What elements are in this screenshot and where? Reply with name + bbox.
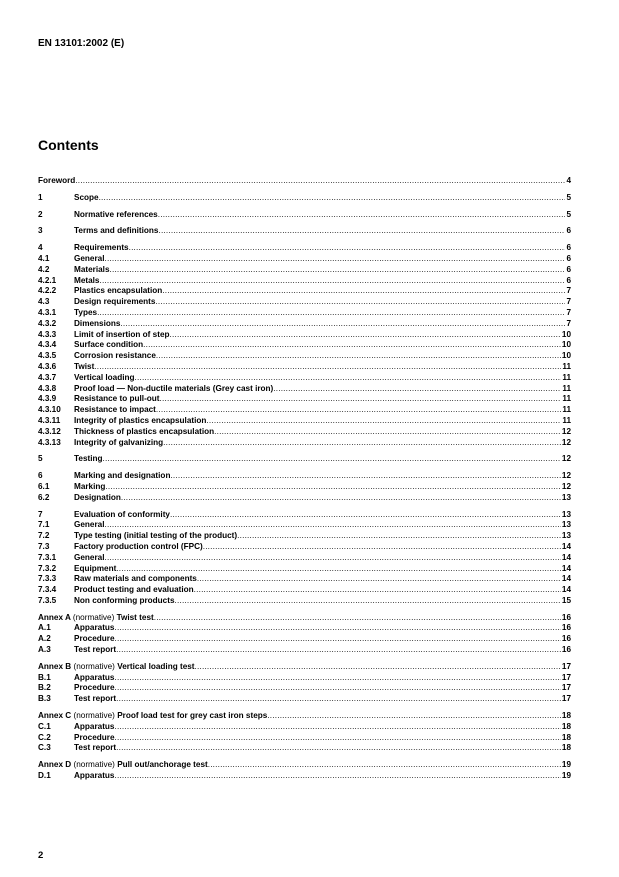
toc-entry-title: Apparatus bbox=[74, 672, 115, 682]
toc-entry-title: Apparatus bbox=[74, 623, 115, 633]
dot-leader bbox=[170, 510, 561, 521]
toc-entry-number: 4.2.2 bbox=[38, 286, 57, 296]
page-number: 2 bbox=[38, 850, 44, 861]
toc-entry-page: 17 bbox=[561, 661, 571, 671]
toc-entry[interactable] bbox=[38, 308, 571, 319]
toc-entry-title: Twist bbox=[74, 361, 95, 371]
dot-leader bbox=[116, 645, 561, 656]
toc-entry-title: Evaluation of conformity bbox=[74, 509, 170, 519]
toc-entry[interactable] bbox=[38, 276, 571, 287]
toc-entry-number: 2 bbox=[38, 209, 43, 219]
toc-entry-title: Test report bbox=[74, 645, 117, 655]
toc-entry-page: 14 bbox=[561, 541, 571, 551]
toc-entry[interactable] bbox=[38, 520, 571, 531]
toc-entry[interactable] bbox=[38, 297, 571, 308]
toc-entry-title: Dimensions bbox=[74, 318, 121, 328]
toc-entry[interactable] bbox=[38, 493, 571, 504]
toc-entry-number: 4.3.11 bbox=[38, 415, 61, 425]
dot-leader bbox=[160, 394, 562, 405]
annex-label: Annex D bbox=[38, 760, 72, 770]
dot-leader bbox=[214, 427, 561, 438]
toc-entry-title: Vertical loading bbox=[74, 372, 135, 382]
toc-entry-page: 10 bbox=[561, 329, 571, 339]
toc-entry-page: 4 bbox=[566, 176, 571, 185]
toc-entry-title: Scope bbox=[74, 192, 99, 202]
toc-entry-title bbox=[38, 613, 154, 624]
toc-entry-title: Integrity of galvanizing bbox=[74, 437, 164, 447]
toc-entry-title: Procedure bbox=[74, 683, 115, 693]
toc-entry-number: 1 bbox=[38, 192, 43, 202]
dot-leader bbox=[273, 384, 561, 395]
toc-entry-title: Terms and definitions bbox=[74, 226, 159, 236]
toc-entry[interactable] bbox=[38, 286, 571, 297]
toc-entry-page: 15 bbox=[561, 595, 571, 605]
dot-leader bbox=[99, 193, 566, 204]
toc-entry-page: 7 bbox=[566, 318, 571, 328]
dot-leader bbox=[203, 542, 561, 553]
toc-entry-title: Test report bbox=[74, 694, 117, 704]
toc-entry-number: 4.3.10 bbox=[38, 405, 61, 415]
annex-title: Twist test bbox=[116, 612, 154, 622]
dot-leader bbox=[129, 243, 566, 254]
dot-leader bbox=[116, 743, 561, 754]
toc-entry[interactable] bbox=[38, 193, 571, 204]
toc-entry-title: Corrosion resistance bbox=[74, 351, 156, 361]
dot-leader bbox=[115, 722, 561, 733]
toc-entry[interactable] bbox=[38, 585, 571, 596]
toc-entry-number: C.2 bbox=[38, 732, 51, 742]
toc-entry[interactable] bbox=[38, 405, 571, 416]
dot-leader bbox=[170, 330, 561, 341]
toc-entry-number: 4.3.3 bbox=[38, 329, 57, 339]
toc-entry-number: 4.2.1 bbox=[38, 275, 57, 285]
dot-leader bbox=[155, 297, 565, 308]
toc-entry-title: Normative references bbox=[74, 209, 158, 219]
dot-leader bbox=[99, 276, 565, 287]
toc-entry[interactable] bbox=[38, 210, 571, 221]
toc-entry[interactable] bbox=[38, 596, 571, 607]
dot-leader bbox=[170, 471, 560, 482]
toc-entry[interactable] bbox=[38, 683, 571, 694]
toc-entry-page: 10 bbox=[561, 351, 571, 361]
toc-entry-title: Factory production control (FPC) bbox=[74, 541, 203, 551]
toc-entry-page: 12 bbox=[561, 454, 571, 464]
dot-leader bbox=[115, 634, 561, 645]
toc-entry-title: Thickness of plastics encapsulation bbox=[74, 426, 215, 436]
toc-entry[interactable] bbox=[38, 176, 571, 187]
annex-label: Annex A bbox=[38, 612, 71, 622]
toc-entry-number: 6 bbox=[38, 471, 43, 481]
toc-entry-page: 11 bbox=[562, 383, 571, 393]
toc-entry[interactable] bbox=[38, 613, 571, 624]
toc-entry[interactable] bbox=[38, 722, 571, 733]
toc-entry[interactable] bbox=[38, 760, 571, 771]
toc-entry-page: 14 bbox=[561, 574, 571, 584]
annex-label: Annex B bbox=[38, 661, 72, 671]
toc-entry-page: 5 bbox=[566, 192, 571, 202]
toc-entry-title: Metals bbox=[74, 275, 100, 285]
toc-entry[interactable] bbox=[38, 623, 571, 634]
toc-entry-title: Test report bbox=[74, 743, 117, 753]
toc-entry-number: 4.3.7 bbox=[38, 372, 57, 382]
toc-entry-page: 17 bbox=[561, 683, 571, 693]
dot-leader bbox=[75, 176, 565, 187]
toc-entry-number: 5 bbox=[38, 454, 43, 464]
toc-entry-title: Requirements bbox=[74, 243, 129, 253]
toc-entry-number: B.1 bbox=[38, 672, 51, 682]
toc-entry-number: 4.3.8 bbox=[38, 383, 57, 393]
dot-leader bbox=[103, 454, 561, 465]
toc-entry-page: 12 bbox=[561, 437, 571, 447]
toc-entry[interactable] bbox=[38, 531, 571, 542]
toc-entry-number: 7 bbox=[38, 509, 43, 519]
toc-entry-page: 14 bbox=[561, 552, 571, 562]
toc-entry-number: 4.3 bbox=[38, 297, 50, 307]
toc-entry-title: Procedure bbox=[74, 634, 115, 644]
toc-entry-page: 11 bbox=[562, 394, 571, 404]
toc-entry-page: 16 bbox=[561, 634, 571, 644]
toc-entry-number: B.2 bbox=[38, 683, 51, 693]
toc-entry-title: Apparatus bbox=[74, 771, 115, 781]
dot-leader bbox=[156, 351, 561, 362]
dot-leader bbox=[115, 623, 561, 634]
toc-entry-page: 17 bbox=[561, 694, 571, 704]
toc-entry-title: Equipment bbox=[74, 563, 117, 573]
toc-entry-title: General bbox=[74, 253, 105, 263]
dot-leader bbox=[143, 340, 561, 351]
toc-entry-page: 14 bbox=[561, 585, 571, 595]
toc-entry-page: 7 bbox=[566, 286, 571, 296]
toc-entry-title: Marking bbox=[74, 481, 106, 491]
toc-entry[interactable] bbox=[38, 384, 571, 395]
dot-leader bbox=[115, 733, 561, 744]
toc-entry-number: 7.3.1 bbox=[38, 552, 57, 562]
dot-leader bbox=[105, 520, 561, 531]
toc-entry-number: 7.3 bbox=[38, 541, 50, 551]
toc-entry[interactable] bbox=[38, 564, 571, 575]
dot-leader bbox=[267, 711, 561, 722]
toc-entry-number: 4.3.1 bbox=[38, 307, 57, 317]
toc-entry[interactable] bbox=[38, 362, 571, 373]
toc-entry-number: 4.1 bbox=[38, 253, 50, 263]
dot-leader bbox=[158, 210, 566, 221]
annex-kind: (normative) bbox=[72, 612, 115, 622]
toc-entry-page: 14 bbox=[561, 563, 571, 573]
toc-entry-title: Proof load — Non-ductile materials (Grey cast iron) bbox=[74, 383, 274, 393]
toc-entry-number: 7.2 bbox=[38, 531, 50, 541]
toc-entry[interactable] bbox=[38, 427, 571, 438]
document-id: EN 13101:2002 (E) bbox=[38, 38, 125, 49]
toc-entry[interactable] bbox=[38, 265, 571, 276]
toc-entry-page: 13 bbox=[561, 492, 571, 502]
toc-entry-number: 4.2 bbox=[38, 264, 50, 274]
annex-title: Proof load test for grey cast iron steps bbox=[117, 711, 268, 721]
toc-entry[interactable] bbox=[38, 319, 571, 330]
toc-entry-page: 6 bbox=[566, 253, 571, 263]
dot-leader bbox=[206, 416, 561, 427]
toc-entry[interactable] bbox=[38, 438, 571, 449]
toc-entry[interactable] bbox=[38, 351, 571, 362]
toc-entry-title: Product testing and evaluation bbox=[74, 585, 194, 595]
toc-entry-page: 5 bbox=[566, 209, 571, 219]
toc-entry-page: 19 bbox=[561, 771, 571, 781]
toc-entry-title: Types bbox=[74, 307, 98, 317]
annex-title: Pull out/anchorage test bbox=[117, 760, 208, 770]
toc-entry[interactable] bbox=[38, 482, 571, 493]
toc-entry-number: 6.1 bbox=[38, 481, 50, 491]
toc-entry-number: 3 bbox=[38, 226, 43, 236]
toc-entry-page: 13 bbox=[561, 520, 571, 530]
toc-entry-number: 4.3.12 bbox=[38, 426, 61, 436]
toc-entry[interactable] bbox=[38, 330, 571, 341]
dot-leader bbox=[162, 286, 565, 297]
toc-entry-page: 6 bbox=[566, 275, 571, 285]
toc-entry-page: 18 bbox=[561, 743, 571, 753]
toc-entry[interactable] bbox=[38, 694, 571, 705]
toc-entry-title: Resistance to impact bbox=[74, 405, 156, 415]
toc-entry-title: Integrity of plastics encapsulation bbox=[74, 415, 207, 425]
toc-entry-page: 7 bbox=[566, 307, 571, 317]
toc-entry-page: 11 bbox=[562, 372, 571, 382]
table-of-contents bbox=[38, 176, 571, 782]
toc-entry-title: Limit of insertion of step bbox=[74, 329, 170, 339]
dot-leader bbox=[116, 564, 561, 575]
toc-entry-page: 18 bbox=[561, 721, 571, 731]
toc-entry-page: 12 bbox=[561, 481, 571, 491]
toc-entry-number: 6.2 bbox=[38, 492, 50, 502]
toc-entry-number: A.2 bbox=[38, 634, 51, 644]
annex-kind: (normative) bbox=[73, 760, 115, 770]
toc-entry-title: General bbox=[74, 552, 105, 562]
toc-entry-number: A.3 bbox=[38, 645, 51, 655]
toc-entry-title: Procedure bbox=[74, 732, 115, 742]
toc-entry-page: 16 bbox=[561, 645, 571, 655]
toc-entry-title: Surface condition bbox=[74, 340, 144, 350]
toc-entry[interactable] bbox=[38, 743, 571, 754]
toc-entry-number: 7.3.5 bbox=[38, 595, 57, 605]
toc-entry[interactable] bbox=[38, 416, 571, 427]
toc-entry-title: Resistance to pull-out bbox=[74, 394, 160, 404]
toc-entry[interactable] bbox=[38, 645, 571, 656]
dot-leader bbox=[156, 405, 561, 416]
toc-entry-number: 4.3.2 bbox=[38, 318, 57, 328]
toc-entry-title: Design requirements bbox=[74, 297, 156, 307]
toc-entry[interactable] bbox=[38, 226, 571, 237]
annex-title: Vertical loading test bbox=[117, 661, 195, 671]
toc-entry[interactable] bbox=[38, 373, 571, 384]
toc-entry-page: 16 bbox=[561, 612, 571, 622]
toc-entry-number: 4.3.5 bbox=[38, 351, 57, 361]
dot-leader bbox=[94, 362, 561, 373]
toc-entry-page: 16 bbox=[561, 623, 571, 633]
dot-leader bbox=[197, 574, 561, 585]
dot-leader bbox=[97, 308, 565, 319]
toc-entry-title bbox=[38, 711, 267, 722]
dot-leader bbox=[163, 438, 561, 449]
toc-entry[interactable] bbox=[38, 733, 571, 744]
dot-leader bbox=[105, 254, 566, 265]
toc-entry-title: Foreword bbox=[38, 176, 76, 185]
dot-leader bbox=[158, 226, 565, 237]
toc-entry-page: 17 bbox=[561, 672, 571, 682]
toc-entry[interactable] bbox=[38, 340, 571, 351]
toc-entry-title bbox=[38, 760, 208, 771]
toc-entry-page: 19 bbox=[561, 760, 571, 770]
toc-entry[interactable] bbox=[38, 553, 571, 564]
toc-entry[interactable] bbox=[38, 542, 571, 553]
toc-entry-title: Apparatus bbox=[74, 721, 115, 731]
toc-entry-number: 7.3.4 bbox=[38, 585, 57, 595]
dot-leader bbox=[116, 694, 561, 705]
toc-entry-page: 12 bbox=[561, 426, 571, 436]
toc-entry-page: 18 bbox=[561, 711, 571, 721]
toc-entry-number: D.1 bbox=[38, 771, 51, 781]
dot-leader bbox=[110, 265, 566, 276]
toc-entry-page: 12 bbox=[561, 471, 571, 481]
toc-entry-number: 4.3.13 bbox=[38, 437, 61, 447]
toc-entry-page: 11 bbox=[562, 361, 571, 371]
toc-entry-page: 6 bbox=[566, 243, 571, 253]
toc-entry-page: 13 bbox=[561, 531, 571, 541]
toc-entry-title: Raw materials and components bbox=[74, 574, 197, 584]
toc-entry-page: 18 bbox=[561, 732, 571, 742]
dot-leader bbox=[135, 373, 562, 384]
dot-leader bbox=[105, 482, 560, 493]
dot-leader bbox=[208, 760, 561, 771]
dot-leader bbox=[115, 673, 561, 684]
toc-entry[interactable] bbox=[38, 634, 571, 645]
toc-entry[interactable] bbox=[38, 771, 571, 782]
toc-entry[interactable] bbox=[38, 510, 571, 521]
toc-entry-title: Non conforming products bbox=[74, 595, 175, 605]
toc-entry[interactable] bbox=[38, 394, 571, 405]
annex-kind: (normative) bbox=[73, 711, 115, 721]
toc-entry-number: 4 bbox=[38, 243, 43, 253]
dot-leader bbox=[237, 531, 561, 542]
toc-entry-number: C.1 bbox=[38, 721, 51, 731]
annex-label: Annex C bbox=[38, 711, 72, 721]
toc-entry[interactable] bbox=[38, 574, 571, 585]
page-title: Contents bbox=[38, 137, 99, 153]
toc-entry-page: 11 bbox=[562, 405, 571, 415]
toc-entry[interactable] bbox=[38, 662, 571, 673]
dot-leader bbox=[120, 319, 565, 330]
toc-entry[interactable] bbox=[38, 454, 571, 465]
toc-entry[interactable] bbox=[38, 243, 571, 254]
toc-entry[interactable] bbox=[38, 673, 571, 684]
toc-entry-title bbox=[38, 662, 195, 673]
toc-entry-number: C.3 bbox=[38, 743, 51, 753]
dot-leader bbox=[121, 493, 561, 504]
toc-entry-page: 6 bbox=[566, 264, 571, 274]
toc-entry[interactable] bbox=[38, 254, 571, 265]
toc-entry-page: 13 bbox=[561, 509, 571, 519]
toc-entry-page: 10 bbox=[561, 340, 571, 350]
toc-entry-number: B.3 bbox=[38, 694, 51, 704]
dot-leader bbox=[115, 683, 561, 694]
toc-entry-number: A.1 bbox=[38, 623, 51, 633]
dot-leader bbox=[194, 585, 561, 596]
dot-leader bbox=[175, 596, 561, 607]
toc-entry[interactable] bbox=[38, 711, 571, 722]
toc-entry-title: Marking and designation bbox=[74, 471, 171, 481]
toc-entry-page: 11 bbox=[562, 415, 571, 425]
dot-leader bbox=[115, 771, 561, 782]
toc-entry-title: Plastics encapsulation bbox=[74, 286, 163, 296]
toc-entry-number: 7.1 bbox=[38, 520, 50, 530]
dot-leader bbox=[195, 662, 561, 673]
toc-entry-title: Designation bbox=[74, 492, 121, 502]
annex-kind: (normative) bbox=[73, 661, 115, 671]
toc-entry-number: 4.3.4 bbox=[38, 340, 57, 350]
toc-entry-number: 7.3.2 bbox=[38, 563, 57, 573]
toc-entry-title: General bbox=[74, 520, 105, 530]
toc-entry-number: 7.3.3 bbox=[38, 574, 57, 584]
toc-entry-title: Materials bbox=[74, 264, 110, 274]
dot-leader bbox=[154, 613, 561, 624]
toc-entry-page: 6 bbox=[566, 226, 571, 236]
toc-entry-page: 7 bbox=[566, 297, 571, 307]
toc-entry[interactable] bbox=[38, 471, 571, 482]
toc-entry-number: 4.3.9 bbox=[38, 394, 57, 404]
toc-entry-number: 4.3.6 bbox=[38, 361, 57, 371]
dot-leader bbox=[105, 553, 561, 564]
toc-entry-title: Testing bbox=[74, 454, 103, 464]
toc-entry-title: Type testing (initial testing of the product) bbox=[74, 531, 238, 541]
